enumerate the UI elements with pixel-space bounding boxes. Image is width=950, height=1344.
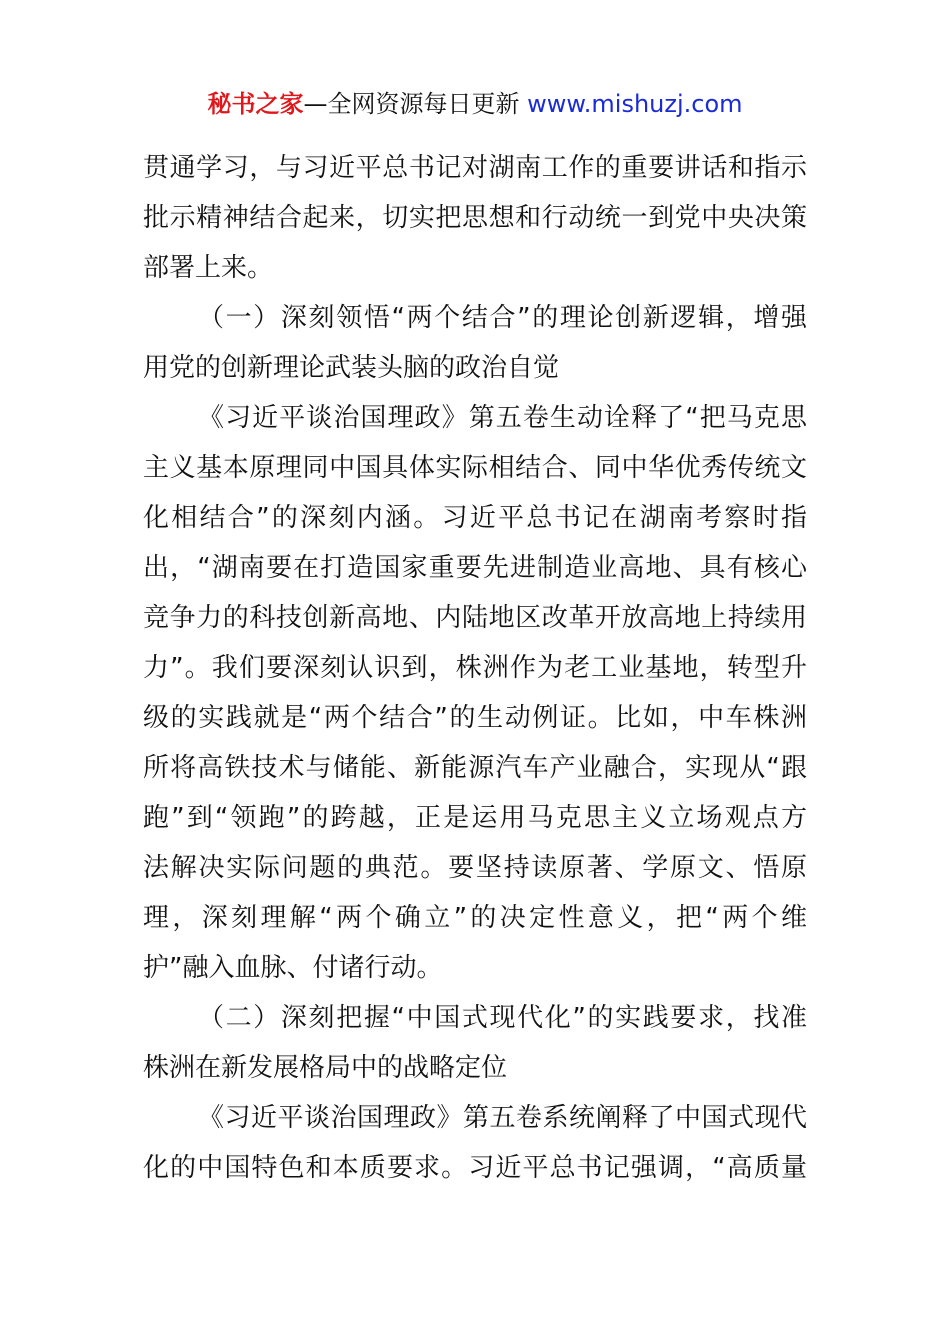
text-line: 法解决实际问题的典范。要坚持读原著、学原文、悟原: [143, 853, 807, 883]
text-line: 株洲在新发展格局中的战略定位: [143, 1053, 508, 1083]
text-line: 竞争力的科技创新高地、内陆地区改革开放高地上持续用: [143, 603, 807, 633]
text-line: 化的中国特色和本质要求。习近平总书记强调，“高质量: [143, 1153, 807, 1183]
text-line: 所将高铁技术与储能、新能源汽车产业融合，实现从“跟: [143, 753, 807, 783]
text-line: 力”。我们要深刻认识到，株洲作为老工业基地，转型升: [143, 653, 807, 683]
text-line: 主义基本原理同中国具体实际相结合、同中华优秀传统文: [143, 453, 807, 483]
text-line: 出，“湖南要在打造国家重要先进制造业高地、具有核心: [143, 553, 807, 583]
text-line: 用党的创新理论武装头脑的政治自觉: [143, 353, 560, 383]
text-line: （一）深刻领悟“两个结合”的理论创新逻辑，增强: [198, 303, 807, 333]
text-line: 批示精神结合起来，切实把思想和行动统一到党中央决策: [143, 203, 807, 233]
text-line: 理，深刻理解“两个确立”的决定性意义，把“两个维: [143, 903, 807, 933]
text-line: 部署上来。: [143, 253, 274, 283]
text-line: 《习近平谈治国理政》第五卷生动诠释了“把马克思: [198, 403, 807, 433]
text-line: 化相结合”的深刻内涵。习近平总书记在湖南考察时指: [143, 503, 807, 533]
text-line: 贯通学习，与习近平总书记对湖南工作的重要讲话和指示: [143, 153, 807, 183]
website-link[interactable]: www.mishuzj.com: [527, 90, 743, 118]
text-line: 级的实践就是“两个结合”的生动例证。比如，中车株洲: [143, 703, 807, 733]
header-slogan: —全网资源每日更新: [303, 90, 520, 118]
text-line: 《习近平谈治国理政》第五卷系统阐释了中国式现代: [198, 1103, 807, 1133]
text-line: 跑”到“领跑”的跨越，正是运用马克思主义立场观点方: [143, 803, 807, 833]
text-line: （二）深刻把握“中国式现代化”的实践要求，找准: [198, 1003, 807, 1033]
page-header: [0, 86, 950, 122]
document-body: [143, 143, 807, 1193]
text-line: 护”融入血脉、付诸行动。: [143, 953, 443, 983]
brand-name: 秘书之家: [207, 90, 304, 118]
